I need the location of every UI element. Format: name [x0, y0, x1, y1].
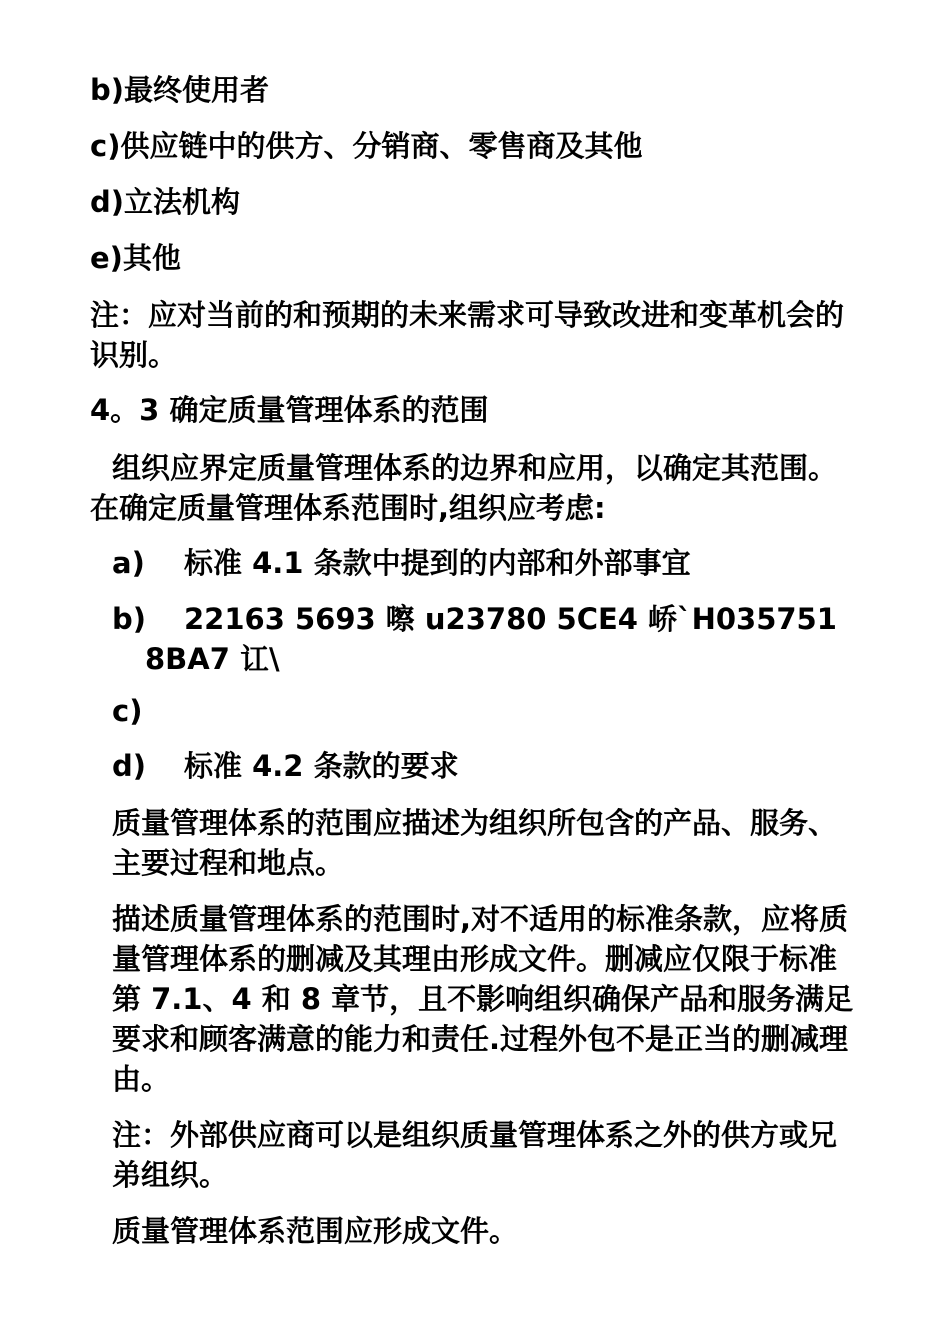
exclusions-line-5: 由。 — [112, 1062, 171, 1096]
note-1-line-1: 注：应对当前的和预期的未来需求可导致改进和变革机会的 — [90, 298, 845, 332]
documented-requirement: 质量管理体系范围应形成文件。 — [112, 1214, 519, 1248]
exclusions-line-2: 量管理体系的删减及其理由形成文件。删减应仅限于标准 — [112, 942, 838, 976]
note-2-line-2: 弟组织。 — [112, 1158, 229, 1192]
scope-description-line-1: 质量管理体系的范围应描述为组织所包含的产品、服务、 — [112, 806, 838, 840]
exclusions-line-3: 第 7.1、4 和 8 章节，且不影响组织确保产品和服务满足 — [112, 982, 854, 1016]
consider-item-c-label: c) — [112, 694, 143, 728]
exclusions-line-4: 要求和顾客满意的能力和责任.过程外包不是正当的删减理 — [112, 1022, 849, 1056]
intro-line-2: 在确定质量管理体系范围时,组织应考虑: — [90, 491, 606, 525]
list-item-supply-chain: c)供应链中的供方、分销商、零售商及其他 — [90, 129, 643, 163]
consider-item-b-text-line-2: 8BA7 讧\ — [145, 642, 280, 676]
consider-item-a-label: a) — [112, 546, 145, 580]
list-item-end-user: b)最终使用者 — [90, 73, 270, 107]
consider-item-b-label: b) — [112, 602, 147, 636]
section-heading: 4。3 确定质量管理体系的范围 — [90, 393, 489, 427]
list-item-other: e)其他 — [90, 241, 181, 275]
list-item-legislature: d)立法机构 — [90, 185, 241, 219]
consider-item-c — [112, 691, 184, 731]
intro-line-1: 组织应界定质量管理体系的边界和应用，以确定其范围。 — [112, 451, 838, 485]
consider-item-d-text: 标准 4.2 条款的要求 — [184, 749, 459, 783]
consider-item-b — [112, 599, 837, 639]
consider-item-a — [112, 543, 691, 583]
consider-item-d-label: d) — [112, 749, 147, 783]
consider-item-a-text: 标准 4.1 条款中提到的内部和外部事宜 — [184, 546, 691, 580]
note-1-line-2: 识别。 — [90, 338, 178, 372]
exclusions-line-1: 描述质量管理体系的范围时,对不适用的标准条款，应将质 — [112, 902, 849, 936]
consider-item-b-text-line-1: 22163 5693 嚓 u23780 5CE4 峤`H035751 — [184, 602, 837, 636]
consider-item-d — [112, 746, 459, 786]
scope-description-line-2: 主要过程和地点。 — [112, 846, 345, 880]
note-2-line-1: 注：外部供应商可以是组织质量管理体系之外的供方或兄 — [112, 1118, 838, 1152]
